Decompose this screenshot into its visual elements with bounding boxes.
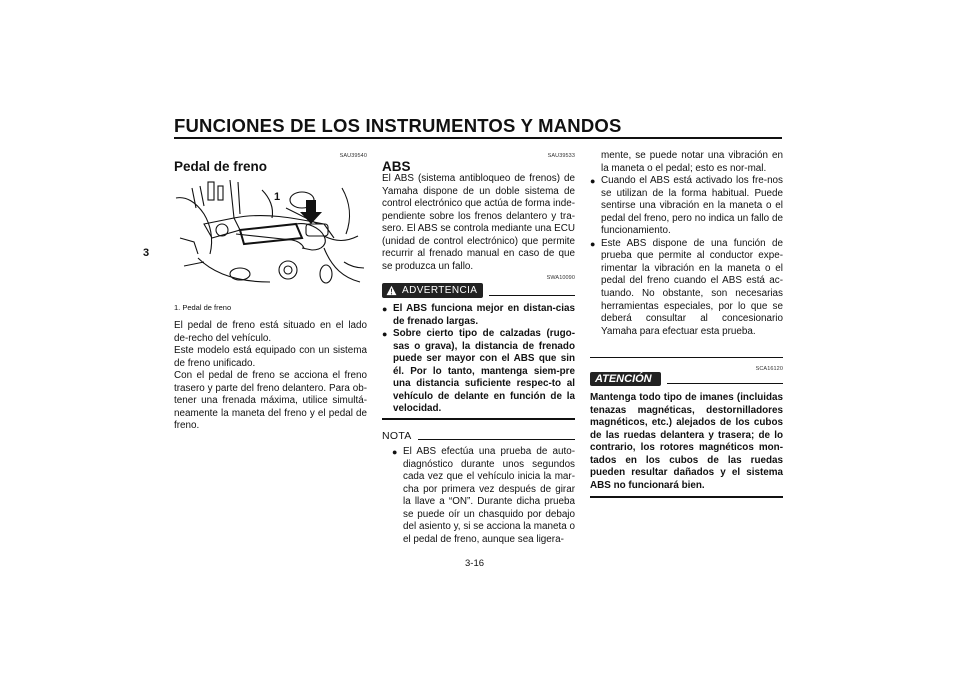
figure-caption: 1. Pedal de freno xyxy=(174,303,232,312)
paragraph: El pedal de freno está situado en el lado de-recho del vehículo. xyxy=(174,320,367,344)
figure-callout: 1 xyxy=(274,191,281,203)
warning-triangle-icon xyxy=(386,285,397,296)
page-number: 3-16 xyxy=(465,558,485,569)
caution-code: SCA16120 xyxy=(755,366,783,372)
note-label: NOTA xyxy=(382,430,412,442)
note-list xyxy=(392,446,575,546)
warning-header xyxy=(382,283,575,298)
section-heading: Pedal de freno xyxy=(174,159,268,174)
paragraph: Con el pedal de freno se acciona el freno trasero y parte del freno delantero. Para ob-tener una frenada máxima, utilice simultá-neamente la maneta del freno y el pedal de freno. xyxy=(174,370,367,432)
caution-end-rule xyxy=(590,496,783,498)
warning-end-rule xyxy=(382,418,575,420)
warning-code: SWA10090 xyxy=(546,275,575,281)
list-item: ● Sobre cierto tipo de calzadas (rugo-sas o grava), la distancia de frenado puede ser mayor con el ABS que sin él. Por lo tanto, mantenga siem-pre una distancia suficiente respec-to al vehículo de delante en función de la velocidad. xyxy=(382,328,575,415)
title-rule xyxy=(174,137,782,139)
note-end-rule xyxy=(590,357,783,358)
abs-intro: El ABS (sistema antibloqueo de frenos) de Yamaha dispone de un doble sistema de control electrónico que actúa de forma inde-pendiente sobre los frenos delantero y tra-sero. El ABS se controla mediante una ECU (unidad de control electrónico) que permite recurrir al frenado manual en caso de que se produzca un fallo. xyxy=(382,173,575,272)
section-code: SAU39540 xyxy=(339,153,367,159)
section-heading: ABS xyxy=(382,159,411,174)
list-item: ● Este ABS dispone de una función de prueba que permite al conductor expe-rimentar la vibración en la maneta o el pedal del freno cuando el ABS está ac-tuando. No obstante, son necesarias herramientas especiales, por lo que se deberá consultar al concesionario Yamaha para efectuar esta prueba. xyxy=(590,237,783,337)
caution-header xyxy=(590,372,783,386)
paragraph: Este modelo está equipado con un sistema de freno unificado. xyxy=(174,345,367,369)
brake-pedal-illustration xyxy=(174,178,367,298)
warning-badge xyxy=(382,283,483,298)
note-continuation xyxy=(590,150,783,338)
warning-list xyxy=(382,303,575,416)
list-item: ● Cuando el ABS está activado los fre-nos se utilizan de la forma habitual. Puede sentirse una vibración en la maneta o el pedal del freno, pero no indica un fallo de funcionamiento. xyxy=(590,175,783,237)
caution-badge: ATENCIÓN xyxy=(590,372,661,386)
note-rule xyxy=(418,439,575,440)
list-item: ● El ABS efectúa una prueba de auto-diagnóstico durante unos segundos cada vez que el vehículo inicia la mar-cha por primera vez después de girar la llave a “ON”. Durante dicha prueba se puede oír un chasquido por debajo del asiento y, si se acciona la maneta o el pedal de freno, aunque sea ligera- xyxy=(392,446,575,545)
section-body xyxy=(174,320,367,433)
list-item: ● El ABS funciona mejor en distan-cias de frenado largas. xyxy=(382,303,575,327)
page-title: FUNCIONES DE LOS INSTRUMENTOS Y MANDOS xyxy=(174,115,622,136)
caution-text: Mantenga todo tipo de imanes (incluidas tenazas magnéticas, destornilladores magnéticos, etc.) alejados de los cubos de las ruedas delantera y trasera; de lo contrario, los rotores magnéticos mon-tados en los cubos de las ruedas pueden resultar dañados y el sistema ABS no funcionará bien. xyxy=(590,392,783,491)
warning-label: ADVERTENCIA xyxy=(402,285,478,296)
list-item-continued: mente, se puede notar una vibración en la maneta o el pedal; esto es nor-mal. xyxy=(601,150,783,174)
chapter-tab: 3 xyxy=(142,247,150,259)
warning-rule xyxy=(489,295,575,296)
brake-pedal-figure xyxy=(174,178,367,298)
note-header xyxy=(382,430,575,442)
section-code: SAU39533 xyxy=(547,153,575,159)
caution-rule xyxy=(667,383,783,384)
